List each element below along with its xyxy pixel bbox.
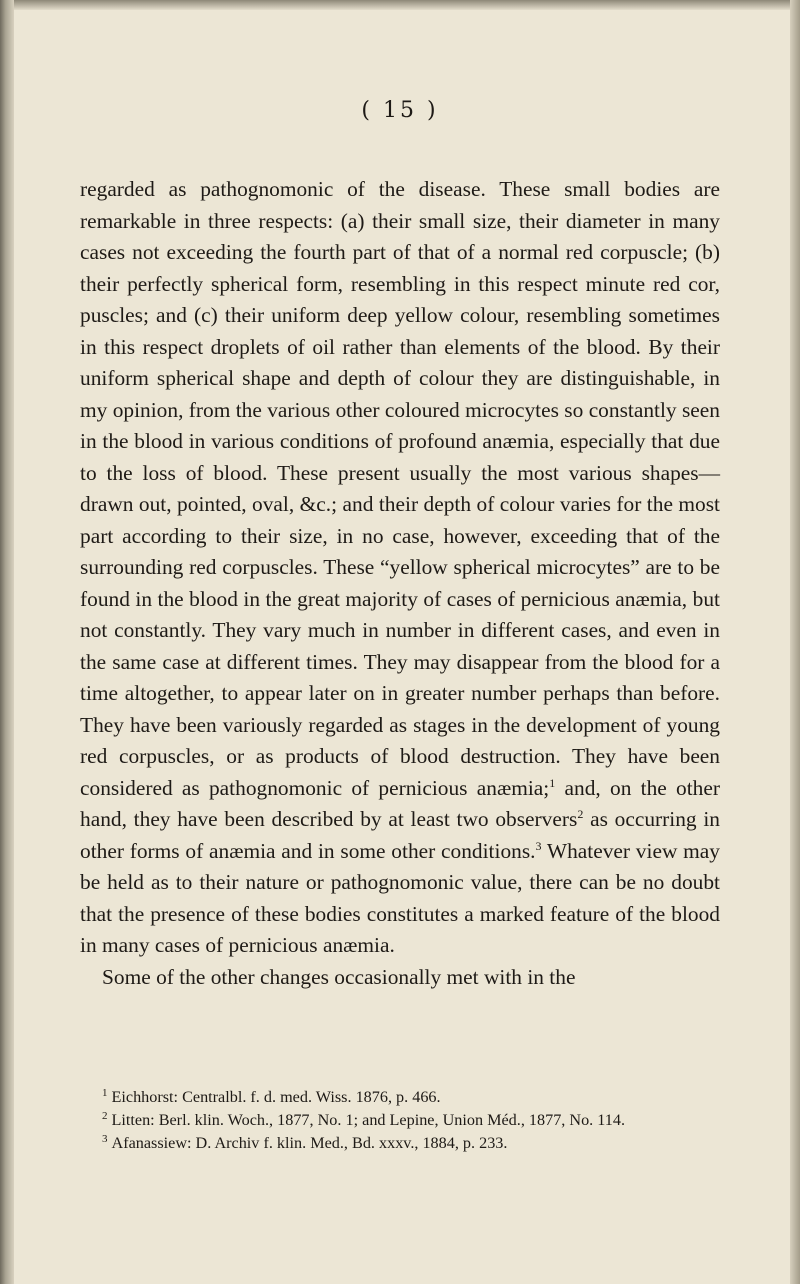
footnote-ref[interactable]: 2 — [577, 806, 584, 821]
footnote-mark: 2 — [102, 1109, 108, 1122]
footnote-ref[interactable]: 1 — [549, 775, 556, 790]
footnote — [80, 1086, 720, 1109]
footnote-text: Litten: Berl. klin. Woch., 1877, No. 1; and Lepine, Union Méd., 1877, No. 114. — [111, 1111, 625, 1129]
footnote-mark: 3 — [102, 1132, 108, 1145]
footnote-text: Afanassiew: D. Archiv f. klin. Med., Bd. xxxv., 1884, p. 233. — [111, 1134, 508, 1152]
page-edge-right — [790, 0, 800, 1284]
footnote-mark: 1 — [102, 1086, 108, 1099]
paragraph-text: Whatever view may be held as to their nature or pathognomonic value, there can be no doubt that the presence of these bodies constitutes a marked feature of the blood in many cases of pernicious anæmia. — [80, 838, 720, 957]
paragraph — [80, 174, 720, 962]
paragraph-text: and, on the other hand, they have been described by at least two observers — [80, 775, 720, 831]
paragraph-text: regarded as pathognomonic of the disease. These small bodies are remarkable in three respects: (a) their small size, their diameter in many cases not exceeding the fourth part of that of a normal red corpuscle; (b) their perfectly spherical form, resembling in this respect minute red cor, puscles; and (c) their uniform deep yellow colour, resembling sometimes in this respect droplets of oil rather than elements of the blood. By their uniform spherical shape and depth of colour they are distinguishable, in my opinion, from the various other coloured microcytes so constantly seen in the blood in various conditions of profound anæmia, especially that due to the loss of blood. These present usually the most various shapes—drawn out, pointed, oval, &c.; and their depth of colour varies for the most part according to their size, in no case, however, exceeding that of the surrounding red corpuscles. These “yellow spherical microcytes” are to be found in the blood in the great majority of cases of pernicious anæmia, but not constantly. They vary much in number in different cases, and even in the same case at different times. They may disappear from the blood for a time altogether, to appear later on in greater number perhaps than before. They have been variously regarded as stages in the development of young red corpuscles, or as products of blood destruction. They have been considered as pathognomonic of pernicious anæmia; — [80, 177, 720, 800]
body-text — [80, 174, 720, 993]
page-edge-left — [0, 0, 14, 1284]
paragraph: Some of the other changes occasionally met with in the — [102, 964, 576, 989]
footnote — [80, 1109, 720, 1132]
footnote-ref[interactable]: 3 — [535, 838, 542, 853]
footnote — [80, 1132, 720, 1155]
page-number: ( 15 ) — [361, 98, 439, 123]
page-edge-top — [0, 0, 800, 10]
footnotes — [80, 1086, 720, 1155]
paragraph-text: as occurring in other forms of anæmia and in some other conditions. — [80, 807, 720, 863]
footnote-text: Eichhorst: Centralbl. f. d. med. Wiss. 1876, p. 466. — [111, 1088, 441, 1106]
